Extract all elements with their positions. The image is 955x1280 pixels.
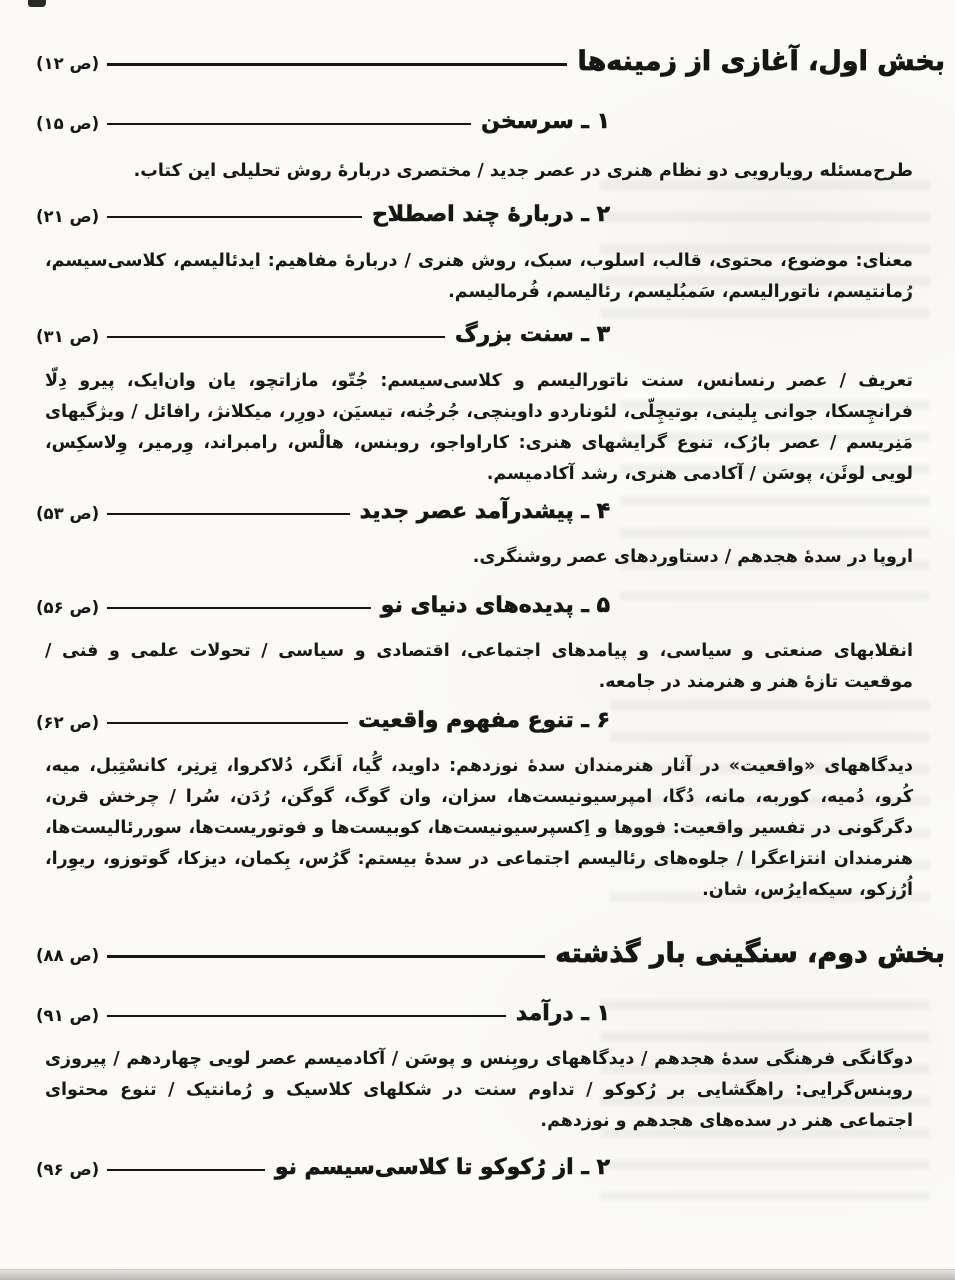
section-header-row bbox=[36, 313, 610, 355]
section-description: دیدگاههای «واقعیت» در آثار هنرمندان سدهٔ نوزدهم: داوید، گُیا، اَنگر، دُلاکروا، تِرنِر، کانسْتِبل، میه، کُرو، دُمیه، کوربه، مانه، دُگا، امپرسیونیست‌ها، سزان، وان گوگ، گوگن، رُدَن، سُرا / چرخش قرن، دگرگونی در تفسیر واقعیت: فووها و اِکسپرسیونیست‌ها، کوبیست‌ها و فوتوریست‌ها، سوررئالیست‌ها، هنرمندان انتزاعگرا / جلوه‌های رئالیسم اجتماعی در سدهٔ بیستم: گرُس، بِکمان، دیزکا، گوتوزو، ریوِرا، اُرُزکو، سیکه‌ایرُس، شان. bbox=[45, 755, 913, 900]
section-title: ۲ ـ دربارهٔ چند اصطلاح bbox=[371, 201, 610, 227]
section-title: ۶ ـ تنوع مفهوم واقعیت bbox=[358, 707, 610, 733]
scan-bottom-edge bbox=[0, 1269, 955, 1280]
leader-rule bbox=[107, 513, 349, 515]
leader-rule bbox=[107, 216, 362, 218]
section-title: ۲ ـ از رُکوکو تا کلاسی‌سیسم نو bbox=[274, 1154, 610, 1180]
leader-rule bbox=[107, 722, 348, 724]
section-page-number: (ص ۳۱) bbox=[36, 326, 100, 346]
part-header-row bbox=[36, 932, 945, 974]
part-page-number: (ص ۱۲) bbox=[36, 53, 100, 73]
section-page-number: (ص ۵۳) bbox=[36, 503, 100, 523]
leader-rule bbox=[107, 607, 371, 609]
section-header-row bbox=[36, 193, 610, 235]
part-page-number: (ص ۸۸) bbox=[36, 945, 100, 965]
section-description: تعریف / عصر رنسانس، سنت ناتورالیسم و کلاسی‌سیسم: جُتّو، مازاتچو، یان وان‌ایک، پیرو دِلّا فرانچِسکا، جوانی بِلینی، بوتیچِلّی، لئوناردو داوینچی، جُرجُنه، تیسیَن، دورِر، میکلانژ، رافائل / ویژگیهای مَنِریسم / عصر بارُک، تنوع گرایشهای هنری: کاراواجو، روبنس، هالْس، رامبراند، وِرمیر، وِلاسکِس، لویی لوئَن، پوسَن / آکادمی هنری، رشد آکادمیسم. bbox=[45, 370, 913, 484]
section-page-number: (ص ۹۶) bbox=[36, 1159, 100, 1179]
section-header-row bbox=[36, 992, 610, 1034]
section-header-row bbox=[36, 584, 610, 626]
section-description: اروپا در سدهٔ هجدهم / دستاوردهای عصر روشنگری. bbox=[472, 546, 913, 567]
section-description: دوگانگی فرهنگی سدهٔ هجدهم / دیدگاههای روبِنس و پوسَن / آکادمیسم عصر لویی چهاردهم / پیروزی روبنس‌گرایی: راهگشایی بر رُکوکو / تداوم سنت در شکلهای کلاسیک و رُمانتیک / تنوع محتوای اجتماعی هنر در سده‌های هجدهم و نوزدهم. bbox=[45, 1048, 913, 1131]
section-header-row bbox=[36, 1146, 610, 1188]
section-title: ۱ ـ سرسخن bbox=[481, 108, 610, 134]
scan-corner-mark bbox=[28, 0, 46, 7]
part-title: بخش دوم، سنگینی بار گذشته bbox=[555, 937, 945, 969]
section-title: ۳ ـ سنت بزرگ bbox=[455, 321, 610, 347]
section-page-number: (ص ۹۱) bbox=[36, 1005, 100, 1025]
section-description: معنای: موضوع، محتوی، قالب، اسلوب، سبک، روش هنری / دربارهٔ مفاهیم: ایدئالیسم، کلاسی‌سیسم، رُمانتیسم، ناتورالیسم، سَمبُلیسم، رئالیسم، فُرمالیسم. bbox=[45, 250, 913, 302]
part-title: بخش اول، آغازی از زمینه‌ها bbox=[577, 45, 945, 77]
leader-rule bbox=[107, 955, 545, 958]
section-header-row bbox=[36, 699, 610, 741]
section-page-number: (ص ۱۵) bbox=[36, 113, 100, 133]
section-header-row bbox=[36, 490, 610, 532]
section-title: ۱ ـ درآمد bbox=[515, 1000, 610, 1026]
section-title: ۵ ـ پدیده‌های دنیای نو bbox=[380, 592, 610, 618]
section-page-number: (ص ۶۲) bbox=[36, 712, 100, 732]
leader-rule bbox=[107, 1169, 265, 1171]
section-description: انقلابهای صنعتی و سیاسی، و پیامدهای اجتماعی، اقتصادی و سیاسی / تحولات علمی و فنی / موقعیت تازهٔ هنر و هنرمند در جامعه. bbox=[45, 640, 913, 692]
leader-rule bbox=[107, 336, 445, 338]
leader-rule bbox=[107, 1015, 506, 1017]
part-header-row bbox=[36, 40, 945, 82]
section-title: ۴ ـ پیشدرآمد عصر جدید bbox=[359, 498, 610, 524]
section-header-row bbox=[36, 100, 610, 142]
leader-rule bbox=[107, 123, 471, 125]
section-page-number: (ص ۵۶) bbox=[36, 597, 100, 617]
section-page-number: (ص ۲۱) bbox=[36, 206, 100, 226]
leader-rule bbox=[107, 63, 567, 66]
section-description: طرح‌مسئله رویارویی دو نظام هنری در عصر جدید / مختصری دربارهٔ روش تحلیلی این کتاب. bbox=[133, 160, 913, 181]
